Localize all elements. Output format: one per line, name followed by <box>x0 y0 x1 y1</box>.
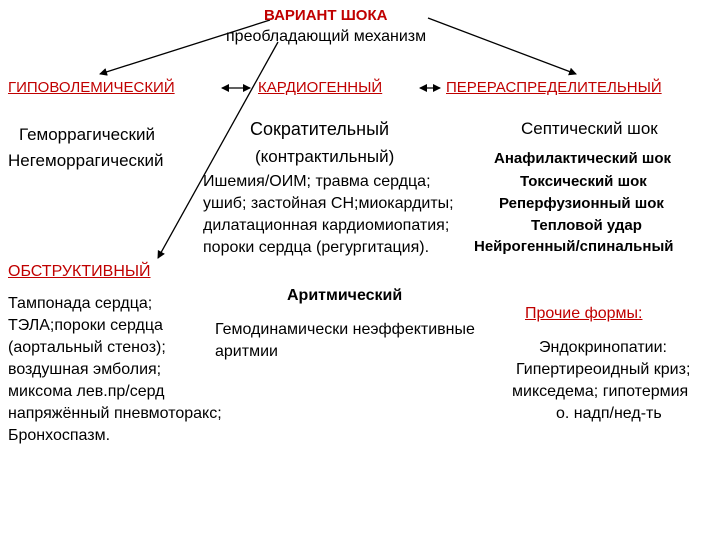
other-line: микседема; гипотермия <box>512 383 689 400</box>
obstructive-line: воздушная эмболия; <box>8 361 162 378</box>
hypovolemic-item: Негеморрагический <box>8 151 164 170</box>
category-hypovolemic: ГИПОВОЛЕМИЧЕСКИЙ <box>8 79 175 96</box>
other-line: о. надп/нед-ть <box>556 405 662 422</box>
contractile-heading: Сократительный <box>250 119 390 139</box>
category-other: Прочие формы: <box>525 305 643 322</box>
distributive-item: Реперфузионный шок <box>499 195 664 212</box>
diagram-subtitle: преобладающий механизм <box>226 28 427 45</box>
contractile-line: дилатационная кардиомиопатия; <box>203 217 450 234</box>
other-line: Гипертиреоидный криз; <box>516 361 691 378</box>
arrhythmic-heading: Аритмический <box>287 287 403 304</box>
contractile-line: ушиб; застойная СН;миокардиты; <box>203 195 454 212</box>
category-obstructive: ОБСТРУКТИВНЫЙ <box>8 263 151 280</box>
contractile-subheading: (контрактильный) <box>255 147 395 166</box>
obstructive-line: Тампонада сердца; <box>8 295 153 312</box>
category-distributive: ПЕРЕРАСПРЕДЕЛИТЕЛЬНЫЙ <box>446 79 662 96</box>
obstructive-line: (аортальный стеноз); <box>8 339 166 356</box>
distributive-item: Токсический шок <box>520 173 647 190</box>
obstructive-line: Бронхоспазм. <box>8 427 111 444</box>
arrhythmic-line: аритмии <box>215 343 278 360</box>
distributive-item: Анафилактический шок <box>494 150 672 167</box>
other-line: Эндокринопатии: <box>539 339 667 356</box>
distributive-item: Септический шок <box>521 119 658 138</box>
arrow-to-distributive <box>428 18 576 74</box>
contractile-line: Ишемия/ОИМ; травма сердца; <box>203 173 431 190</box>
obstructive-line: миксома лев.пр/серд <box>8 383 165 400</box>
obstructive-line: напряжённый пневмоторакс; <box>8 405 222 422</box>
distributive-item: Тепловой удар <box>531 217 642 234</box>
obstructive-line: ТЭЛА;пороки сердца <box>8 317 163 334</box>
arrhythmic-line: Гемодинамически неэффективные <box>215 321 475 338</box>
category-cardiogenic: КАРДИОГЕННЫЙ <box>258 79 383 96</box>
diagram-title: ВАРИАНТ ШОКА <box>264 7 388 24</box>
contractile-line: пороки сердца (регургитация). <box>203 239 430 256</box>
hypovolemic-item: Геморрагический <box>19 125 155 144</box>
distributive-item: Нейрогенный/спинальный <box>474 238 674 255</box>
